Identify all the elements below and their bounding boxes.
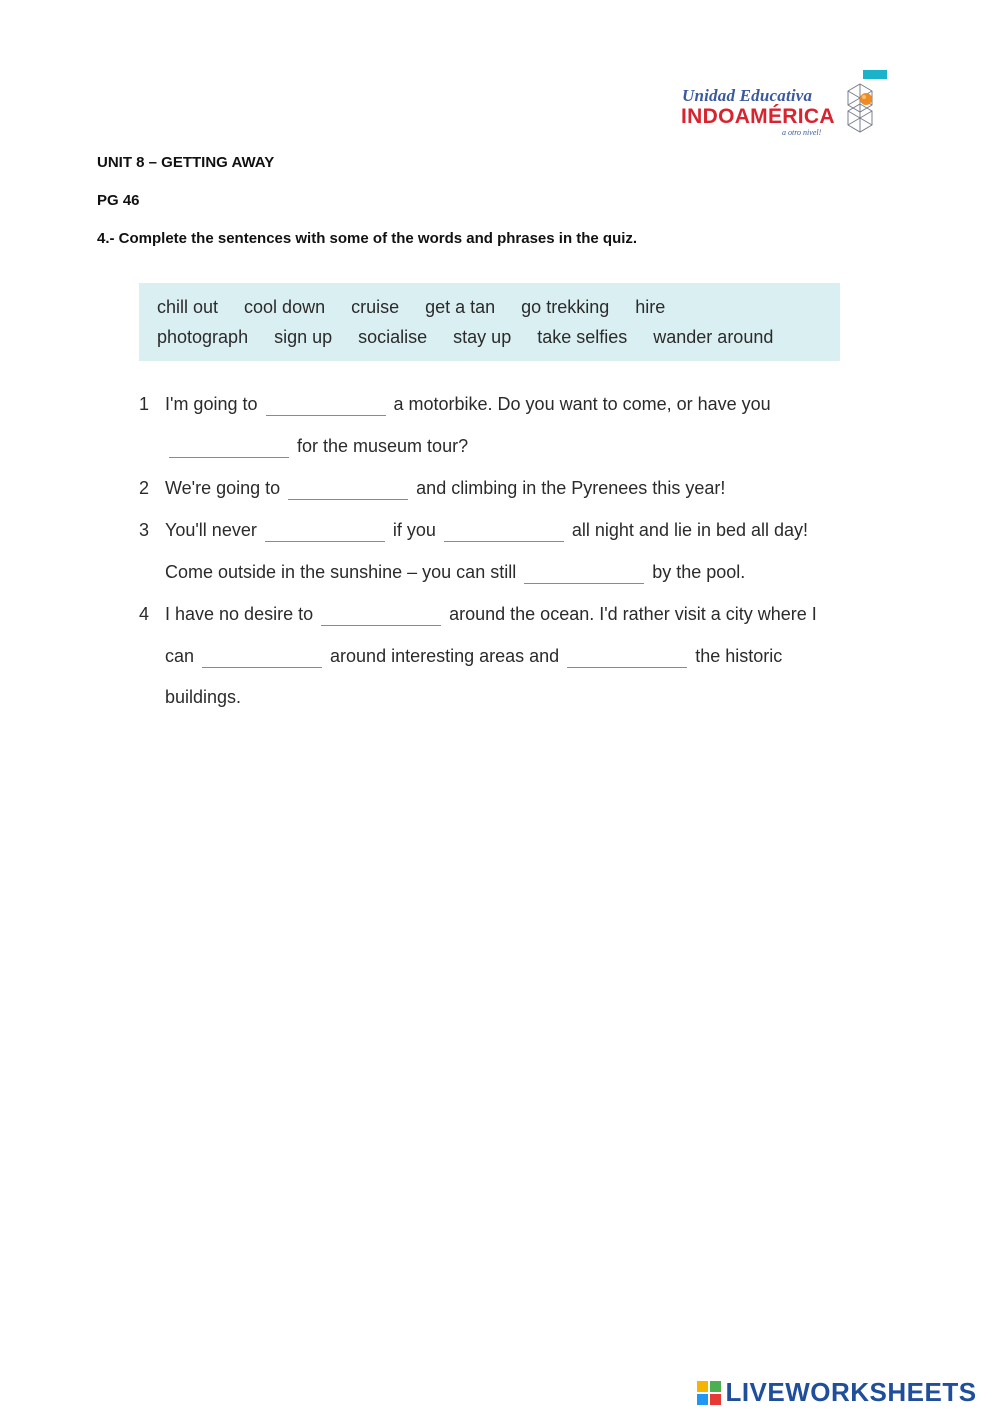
answer-blank-1a[interactable] xyxy=(266,397,386,416)
exercise-text: for the museum tour? xyxy=(297,436,469,456)
word-bank-item: get a tan xyxy=(425,297,496,317)
exercise-text: around the ocean. I'd rather visit a city where I xyxy=(449,604,817,624)
word-bank-item: chill out xyxy=(157,297,219,317)
word-bank xyxy=(139,283,840,361)
exercise-text: by the pool. xyxy=(652,562,746,582)
word-bank-item: hire xyxy=(635,297,666,317)
word-bank-item: sign up xyxy=(274,327,333,347)
exercise-text: can xyxy=(165,646,195,666)
unit-title: UNIT 8 – GETTING AWAY xyxy=(97,154,275,171)
word-bank-item: take selfies xyxy=(537,327,628,347)
word-bank-item: wander around xyxy=(653,327,774,347)
liveworksheets-brand xyxy=(697,1377,977,1409)
liveworksheets-logo-icon xyxy=(697,1381,721,1405)
geodesic-sphere-icon xyxy=(845,82,875,134)
logo-line1: Unidad Educativa xyxy=(682,86,813,105)
word-bank-item: photograph xyxy=(157,327,249,347)
exercise-3-line-2 xyxy=(165,562,745,584)
word-bank-row-1 xyxy=(157,297,691,318)
word-bank-row-2 xyxy=(157,327,799,348)
answer-blank-3b[interactable] xyxy=(444,523,564,542)
exercise-text: I'm going to xyxy=(165,394,258,414)
exercise-1-line-2 xyxy=(165,436,468,458)
logo-accent-bar xyxy=(863,70,887,79)
answer-blank-3a[interactable] xyxy=(265,523,385,542)
exercise-number-3: 3 xyxy=(139,520,150,540)
exercise-text: You'll never xyxy=(165,520,257,540)
word-bank-item: cruise xyxy=(351,297,400,317)
logo-tagline: a otro nivel! xyxy=(782,128,822,137)
word-bank-item: cool down xyxy=(244,297,326,317)
exercise-text: and climbing in the Pyrenees this year! xyxy=(416,478,726,498)
exercise-text: Come outside in the sunshine – you can still xyxy=(165,562,517,582)
exercise-text: I have no desire to xyxy=(165,604,314,624)
exercise-number-4: 4 xyxy=(139,604,150,624)
liveworksheets-text: LIVEWORKSHEETS xyxy=(725,1377,977,1407)
exercise-text: buildings. xyxy=(165,687,242,707)
page-reference: PG 46 xyxy=(97,192,140,209)
exercise-2-line-1 xyxy=(165,478,725,500)
word-bank-item: socialise xyxy=(358,327,428,347)
exercise-1-line-1 xyxy=(165,394,771,416)
exercise-3-line-1 xyxy=(165,520,808,542)
exercise-text: the historic xyxy=(695,646,783,666)
exercise-text: all night and lie in bed all day! xyxy=(571,520,809,540)
school-logo xyxy=(680,68,895,140)
exercise-4-line-2 xyxy=(165,646,782,668)
answer-blank-1b[interactable] xyxy=(169,439,289,458)
exercise-number-1: 1 xyxy=(139,394,150,414)
exercise-4-line-3 xyxy=(165,687,241,708)
logo-line2: INDOAMÉRICA xyxy=(681,105,835,128)
answer-blank-4c[interactable] xyxy=(567,649,687,668)
exercise-text: if you xyxy=(392,520,436,540)
exercise-4-line-1 xyxy=(165,604,817,626)
word-bank-item: go trekking xyxy=(521,297,610,317)
answer-blank-4a[interactable] xyxy=(321,607,441,626)
word-bank-item: stay up xyxy=(453,327,512,347)
answer-blank-3c[interactable] xyxy=(524,565,644,584)
exercise-number-2: 2 xyxy=(139,478,150,498)
exercise-text: a motorbike. Do you want to come, or have you xyxy=(393,394,771,414)
exercise-instruction: 4.- Complete the sentences with some of the words and phrases in the quiz. xyxy=(97,230,638,247)
answer-blank-4b[interactable] xyxy=(202,649,322,668)
exercise-text: We're going to xyxy=(165,478,281,498)
exercise-text: around interesting areas and xyxy=(330,646,560,666)
answer-blank-2a[interactable] xyxy=(288,481,408,500)
